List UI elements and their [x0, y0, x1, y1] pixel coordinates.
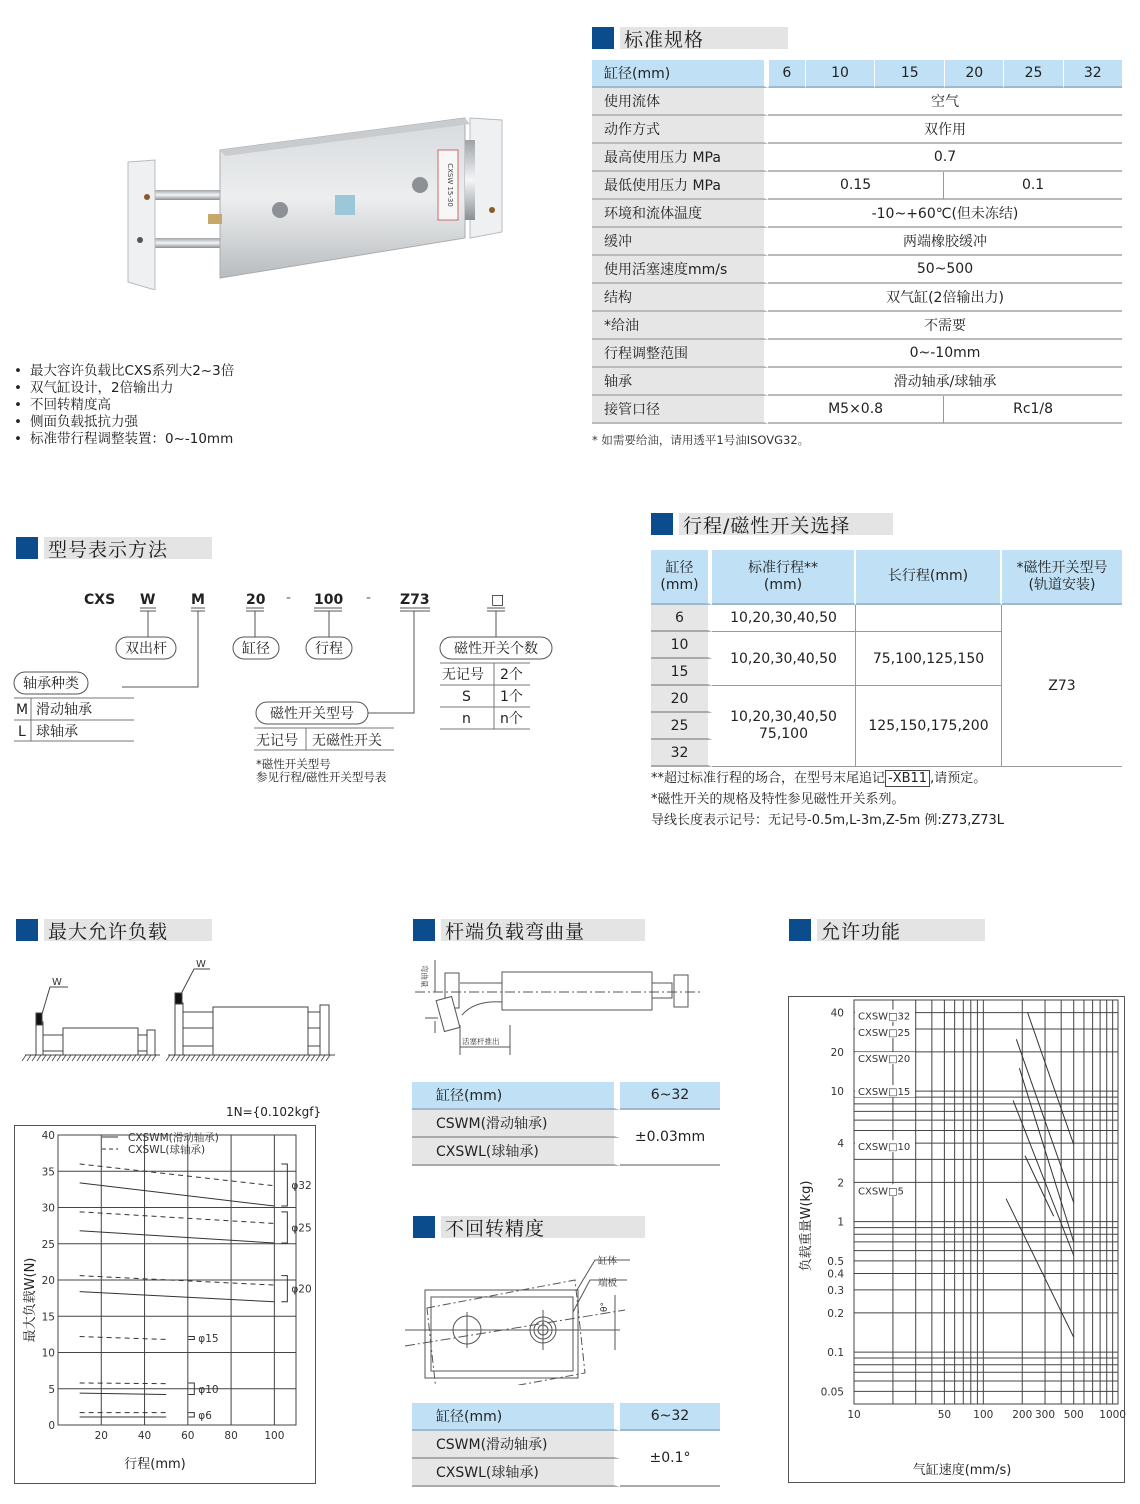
spec-value: 0.7	[768, 144, 1122, 172]
label-stroke: 行程	[315, 641, 343, 657]
spec-row	[592, 172, 1122, 200]
table-value: 6~32	[620, 1082, 720, 1110]
code-bearing: M	[191, 592, 205, 608]
section-title: 不回转精度	[441, 1216, 645, 1238]
group-label: φ15	[198, 1333, 219, 1345]
allowable-chart	[788, 996, 1126, 1484]
non-rotation-diagram	[405, 1250, 725, 1385]
code-series: CXS	[84, 592, 116, 608]
section-header-max-load	[16, 918, 212, 942]
switch-count-code: n	[462, 711, 471, 727]
long-stroke-cell: 125,150,175,200	[856, 686, 1002, 767]
section-marker-icon	[413, 1216, 435, 1238]
switch-model-note: *磁性开关型号	[256, 757, 331, 771]
spec-label: 动作方式	[592, 116, 768, 144]
y-tick-label: 15	[41, 1311, 55, 1324]
section-title: 标准规格	[620, 27, 788, 49]
product-label: CXSW 15-30	[446, 163, 454, 207]
y-tick-label: 0.4	[827, 1268, 844, 1281]
spec-row	[592, 396, 1122, 424]
spec-value: 双作用	[768, 116, 1122, 144]
feature-item: • 双气缸设计，2倍输出力	[14, 380, 234, 397]
y-tick-label: 1	[837, 1216, 844, 1229]
x-tick-label: 10	[847, 1409, 861, 1421]
y-tick-label: 0.05	[820, 1386, 844, 1399]
y-tick-label: 40	[41, 1130, 55, 1142]
code-double-rod: W	[140, 592, 156, 608]
code-dash: -	[366, 590, 372, 606]
feature-list	[14, 363, 234, 448]
stroke-row	[651, 605, 1122, 632]
spec-value: Rc1/8	[944, 396, 1122, 424]
series-label: CXSW□10	[858, 1142, 911, 1154]
bore-cell: 10	[651, 632, 712, 659]
max-load-diagram	[20, 955, 340, 1065]
spec-label: 使用活塞速度mm/s	[592, 256, 768, 284]
spec-footnote: * 如需要给油，请用透平1号油ISOVG32。	[592, 433, 810, 447]
table-key: 缸径(mm)	[412, 1403, 620, 1431]
x-tick-label: 200	[1012, 1409, 1033, 1421]
code-bore: 20	[246, 592, 266, 608]
bearing-desc: 滑动轴承	[36, 702, 92, 718]
switch-model-code: 无记号	[256, 733, 298, 749]
spec-value: 两端橡胶缓冲	[768, 228, 1122, 256]
label-switch-model: 磁性开关型号	[270, 706, 354, 722]
spec-row	[592, 200, 1122, 228]
y-tick-label: 35	[41, 1166, 55, 1179]
y-tick-label: 20	[830, 1046, 844, 1059]
spec-value: 空气	[768, 88, 1122, 116]
section-header-stroke	[651, 512, 893, 536]
spec-label: 结构	[592, 284, 768, 312]
y-axis-label: 负载重量W(kg)	[799, 1180, 814, 1272]
switch-count-desc: 1个	[500, 689, 523, 705]
stroke-table	[651, 550, 1122, 767]
plate-label: 端板	[598, 1278, 618, 1289]
bore-cell: 20	[944, 60, 1003, 88]
y-tick-label: 0.2	[827, 1307, 844, 1320]
label-switch-count: 磁性开关个数	[454, 641, 538, 657]
load-label: W	[196, 959, 206, 970]
bearing-code: M	[16, 702, 29, 718]
label-double-rod: 双出杆	[125, 641, 167, 657]
spec-value: 双气缸(2倍输出力)	[768, 284, 1122, 312]
deflection-label: 弯曲量	[420, 965, 429, 988]
standard-stroke-cell: 10,20,30,40,50 75,100	[712, 686, 856, 767]
spec-row	[592, 228, 1122, 256]
bore-cell: 25	[651, 713, 712, 740]
spec-header-label: 缸径(mm)	[592, 60, 768, 88]
long-stroke-cell: 75,100,125,150	[856, 632, 1002, 686]
x-tick-label: 100	[973, 1409, 994, 1421]
y-tick-label: 40	[830, 1007, 844, 1020]
legend-label: CXSWL(球轴承)	[128, 1144, 206, 1156]
switch-model-note: 参见行程/磁性开关型号表	[256, 770, 387, 784]
stroke-note: *磁性开关的规格及特性参见磁性开关系列。	[651, 792, 905, 807]
y-tick-label: 0.3	[827, 1284, 844, 1297]
stroke-notes	[651, 768, 1004, 831]
unit-note: 1N={0.102kgf}	[226, 1105, 322, 1119]
table-key: CXSWL(球轴承)	[412, 1138, 620, 1166]
section-title: 型号表示方法	[44, 537, 212, 559]
x-axis-label: 行程(mm)	[124, 1457, 186, 1472]
x-tick-label: 300	[1035, 1409, 1056, 1421]
series-label: CXSW□15	[858, 1087, 911, 1099]
x-tick-label: 40	[137, 1430, 152, 1442]
cylinder-illustration	[128, 118, 502, 290]
x-tick-label: 1000	[1099, 1409, 1126, 1421]
y-tick-label: 30	[41, 1202, 55, 1215]
load-label: W	[52, 977, 62, 988]
spec-value: 0.15	[768, 172, 944, 200]
angle-label: θ°	[600, 1301, 610, 1312]
group-label: φ10	[198, 1383, 219, 1396]
header-long-stroke: 长行程(mm)	[856, 550, 1002, 605]
y-tick-label: 0.5	[827, 1255, 844, 1268]
table-value: ±0.1°	[620, 1431, 720, 1487]
y-tick-label: 25	[41, 1238, 55, 1251]
section-header-non-rotation	[413, 1215, 645, 1239]
section-marker-icon	[592, 27, 614, 49]
product-photo	[110, 110, 520, 290]
bore-cell: 6	[651, 605, 712, 632]
group-label: φ32	[291, 1180, 312, 1193]
bearing-desc: 球轴承	[36, 724, 78, 740]
spec-label: 轴承	[592, 368, 768, 396]
switch-count-code: 无记号	[442, 667, 484, 683]
spec-label: 行程调整范围	[592, 340, 768, 368]
spec-row	[592, 88, 1122, 116]
section-title: 行程/磁性开关选择	[679, 513, 893, 535]
switch-model-desc: 无磁性开关	[312, 733, 382, 749]
body-label: 缸体	[598, 1256, 618, 1267]
section-header-rod-deflection	[413, 918, 645, 942]
table-value: 6~32	[620, 1403, 720, 1431]
y-tick-label: 0.1	[827, 1347, 844, 1360]
code-dash: -	[286, 590, 292, 606]
series-label: CXSW□25	[858, 1027, 911, 1039]
bore-cell: 25	[1003, 60, 1062, 88]
ground-hatch	[22, 1055, 330, 1061]
spec-row	[592, 368, 1122, 396]
table-key: 缸径(mm)	[412, 1082, 620, 1110]
table-key: CXSWL(球轴承)	[412, 1459, 620, 1487]
bore-cell: 15	[651, 659, 712, 686]
section-header-allowable	[789, 918, 985, 942]
code-stroke: 100	[314, 592, 344, 608]
spec-row	[592, 284, 1122, 312]
spec-table	[592, 60, 1122, 424]
bore-cell: 20	[651, 686, 712, 713]
x-tick-label: 100	[264, 1430, 285, 1442]
standard-stroke-cell: 10,20,30,40,50	[712, 632, 856, 686]
switch-count-code: S	[462, 689, 471, 705]
spec-label: 环境和流体温度	[592, 200, 768, 228]
label-bore: 缸径	[242, 641, 270, 657]
feature-item: • 侧面负载抵抗力强	[14, 414, 234, 431]
header-bore: 缸径 (mm)	[651, 550, 712, 605]
code-switch-model: Z73	[400, 592, 430, 608]
spec-header-row	[592, 60, 1122, 88]
section-marker-icon	[413, 919, 435, 941]
feature-item: • 最大容许负载比CXS系列大2~3倍	[14, 363, 234, 380]
stroke-header-row	[651, 550, 1122, 605]
section-header-model	[16, 536, 212, 560]
x-tick-label: 50	[937, 1409, 952, 1421]
rod-deflection-diagram	[410, 955, 710, 1055]
spec-value: 0~-10mm	[768, 340, 1122, 368]
y-tick-label: 10	[41, 1347, 55, 1360]
spec-value: M5×0.8	[768, 396, 944, 424]
spec-label: 缓冲	[592, 228, 768, 256]
switch-model-cell: Z73	[1002, 605, 1122, 767]
table-value: ±0.03mm	[620, 1110, 720, 1166]
spec-row	[592, 340, 1122, 368]
y-tick-label: 4	[837, 1138, 844, 1151]
group-label: φ20	[291, 1283, 312, 1296]
section-header-spec	[592, 26, 788, 50]
switch-count-desc: n个	[500, 711, 523, 727]
x-tick-label: 20	[94, 1430, 108, 1442]
spec-row	[592, 312, 1122, 340]
bore-cell: 32	[1063, 60, 1122, 88]
standard-stroke-cell: 10,20,30,40,50	[712, 605, 856, 632]
non-rotation-table	[412, 1403, 720, 1487]
spec-value: 0.1	[944, 172, 1122, 200]
long-stroke-cell	[856, 605, 1002, 632]
x-tick-label: 500	[1063, 1409, 1084, 1421]
y-tick-label: 10	[830, 1086, 844, 1099]
x-tick-label: 80	[224, 1430, 238, 1442]
bore-cell: 15	[874, 60, 944, 88]
code-switch-count: □	[491, 592, 505, 608]
y-tick-label: 2	[837, 1177, 844, 1190]
bore-cell: 6	[768, 60, 805, 88]
spec-row	[592, 144, 1122, 172]
table-key: CSWM(滑动轴承)	[412, 1110, 620, 1138]
bore-cell: 10	[805, 60, 875, 88]
spec-label: *给油	[592, 312, 768, 340]
x-axis-label: 气缸速度(mm/s)	[912, 1463, 1012, 1478]
x-tick-label: 60	[181, 1430, 195, 1442]
rod-deflection-table	[412, 1082, 720, 1166]
header-switch-model: *磁性开关型号 (轨道安装)	[1002, 550, 1122, 605]
spec-label: 使用流体	[592, 88, 768, 116]
y-tick-label: 20	[41, 1275, 55, 1287]
y-tick-label: 0	[48, 1420, 55, 1432]
model-code-diagram	[0, 580, 580, 790]
section-marker-icon	[651, 513, 673, 535]
section-title: 杆端负载弯曲量	[441, 919, 645, 941]
spec-value: 滑动轴承/球轴承	[768, 368, 1122, 396]
rod-extension-label: 活塞杆推出	[462, 1037, 500, 1046]
header-standard-stroke: 标准行程** (mm)	[712, 550, 856, 605]
spec-value: -10~+60℃(但未冻结)	[768, 200, 1122, 228]
section-title: 最大允许负载	[44, 919, 212, 941]
feature-item: • 不回转精度高	[14, 397, 234, 414]
group-label: φ25	[291, 1222, 312, 1235]
legend-label: CXSWM(滑动轴承)	[128, 1132, 219, 1144]
spec-label: 接管口径	[592, 396, 768, 424]
y-tick-label: 5	[48, 1383, 55, 1396]
series-label: CXSW□32	[858, 1011, 911, 1023]
spec-label: 最低使用压力 MPa	[592, 172, 768, 200]
feature-item: • 标准带行程调整装置：0~-10mm	[14, 431, 234, 448]
section-title: 允许功能	[817, 919, 985, 941]
max-load-chart	[14, 1125, 316, 1485]
bearing-code: L	[18, 724, 26, 740]
option-code-box: -XB11	[885, 770, 930, 787]
group-label: φ6	[198, 1409, 212, 1422]
section-marker-icon	[16, 919, 38, 941]
bore-cell: 32	[651, 740, 712, 767]
section-marker-icon	[16, 537, 38, 559]
stroke-note: 导线长度表示记号：无记号-0.5m,L-3m,Z-5m 例:Z73,Z73L	[651, 813, 1005, 828]
label-bearing: 轴承种类	[23, 676, 79, 692]
section-marker-icon	[789, 919, 811, 941]
spec-row	[592, 256, 1122, 284]
series-label: CXSW□20	[858, 1054, 911, 1066]
switch-count-desc: 2个	[500, 667, 523, 683]
spec-value: 不需要	[768, 312, 1122, 340]
spec-row	[592, 116, 1122, 144]
spec-value: 50~500	[768, 256, 1122, 284]
spec-label: 最高使用压力 MPa	[592, 144, 768, 172]
table-key: CSWM(滑动轴承)	[412, 1431, 620, 1459]
y-axis-label: 最大负载W(N)	[23, 1257, 38, 1343]
series-label: CXSW□5	[858, 1186, 904, 1198]
stroke-note: **超过标准行程的场合，在型号末尾追记 -XB11 ,请预定。	[651, 771, 987, 786]
